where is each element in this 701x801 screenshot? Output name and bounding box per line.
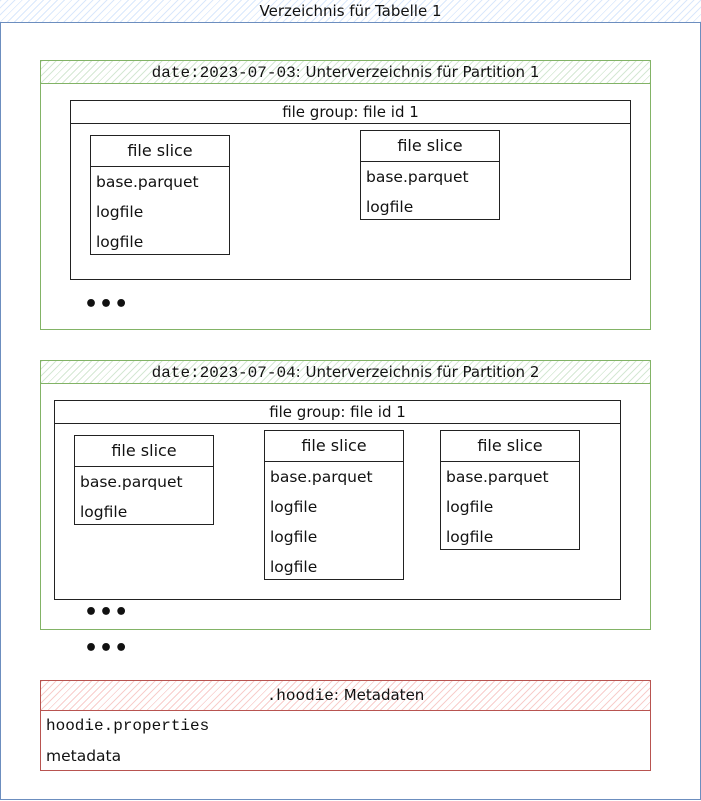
partition-label: : Unterverzeichnis für Partition 2 (295, 363, 540, 381)
partition-2-header (41, 361, 650, 384)
partition-path: date:2023-07-04 (151, 364, 296, 382)
more-file-groups-ellipsis: ••• (84, 292, 130, 317)
file-slice-header: file slice (91, 136, 229, 167)
file-item: logfile (270, 558, 318, 576)
file-item: base.parquet (96, 173, 199, 191)
file-group-header: file group: file id 1 (55, 401, 620, 424)
file-slice (90, 135, 230, 255)
file-item: logfile (366, 198, 414, 216)
file-item: logfile (80, 503, 128, 521)
file-item: logfile (96, 233, 144, 251)
file-slice (440, 430, 580, 550)
hoodie-metadata (40, 680, 651, 771)
metadata-item: metadata (46, 747, 122, 765)
partition-label: : Unterverzeichnis für Partition 1 (295, 63, 540, 81)
file-slice (74, 435, 214, 525)
hoodie-header (41, 681, 650, 711)
more-partitions-ellipsis: ••• (84, 636, 130, 661)
file-slice-header: file slice (265, 431, 403, 462)
file-item: base.parquet (270, 468, 373, 486)
file-item: logfile (270, 528, 318, 546)
file-slice-header: file slice (361, 131, 499, 162)
hoodie-properties-item: hoodie.properties (46, 717, 210, 735)
file-slice-header: file slice (75, 436, 213, 467)
hoodie-label: : Metadaten (333, 686, 425, 704)
file-slice-header: file slice (441, 431, 579, 462)
partition-path: date:2023-07-03 (151, 64, 296, 82)
hoodie-path: .hoodie (266, 687, 334, 705)
file-item: base.parquet (366, 168, 469, 186)
file-item: logfile (446, 528, 494, 546)
more-file-groups-ellipsis: ••• (84, 600, 130, 625)
file-group-header: file group: file id 1 (71, 101, 630, 124)
table-title: Verzeichnis für Tabelle 1 (259, 2, 442, 20)
file-slice (264, 430, 404, 580)
file-item: base.parquet (80, 473, 183, 491)
file-item: base.parquet (446, 468, 549, 486)
file-item: logfile (270, 498, 318, 516)
file-slice (360, 130, 500, 220)
file-item: logfile (446, 498, 494, 516)
table-directory-header (0, 0, 701, 23)
partition-1-header (41, 61, 650, 84)
file-item: logfile (96, 203, 144, 221)
